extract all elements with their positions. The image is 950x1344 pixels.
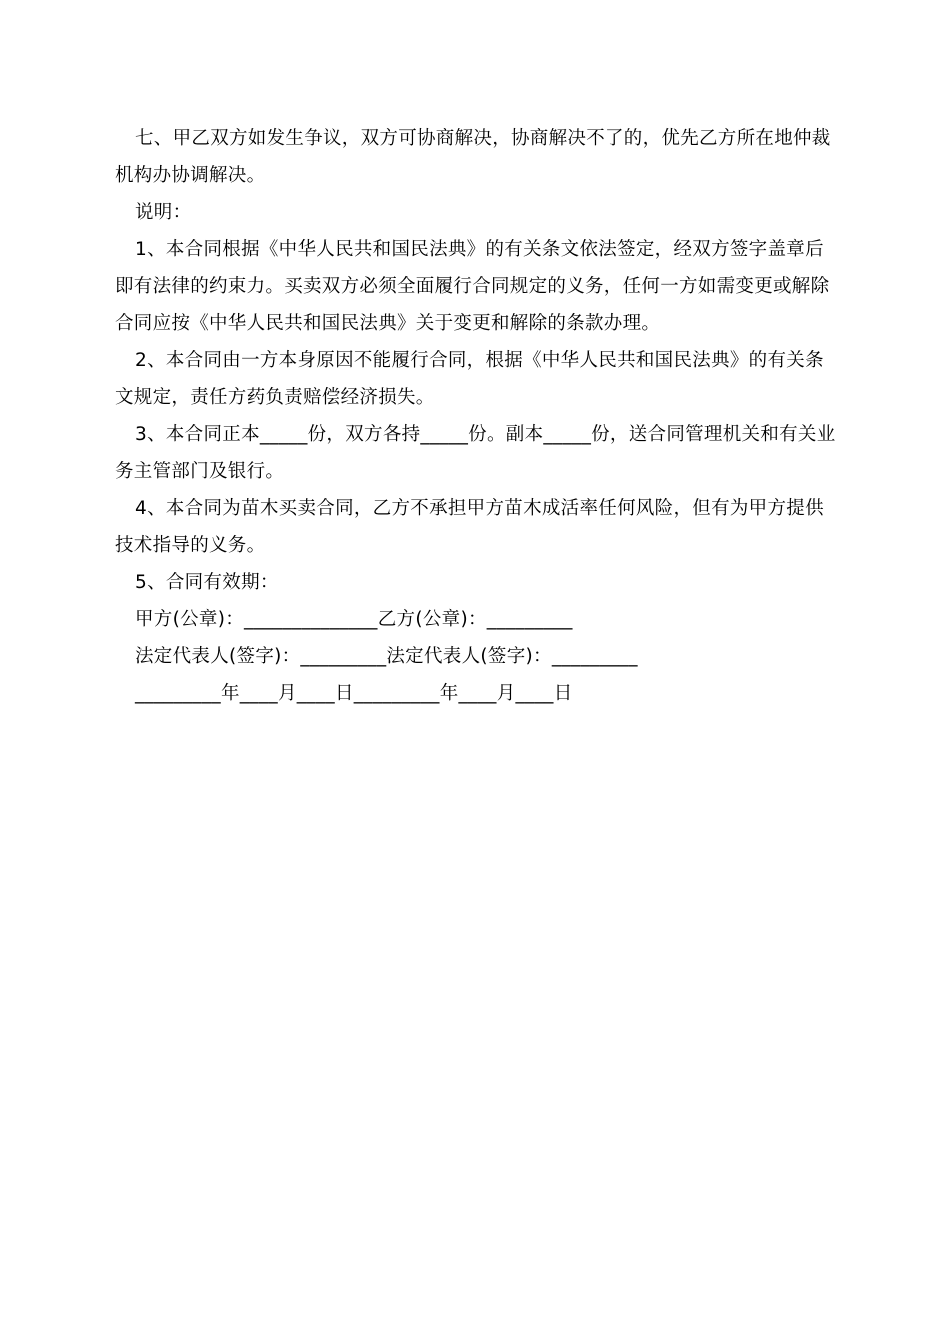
note-item-4: 4、本合同为苗木买卖合同，乙方不承担甲方苗木成活率任何风险，但有为甲方提供技术指导的义务。 <box>115 498 824 556</box>
representative-line: 法定代表人(签字)：_________法定代表人(签字)：_________ <box>135 646 638 667</box>
notes-heading: 说明： <box>135 202 192 223</box>
note-item-1: 1、本合同根据《中华人民共和国民法典》的有关条文依法签定，经双方签字盖章后即有法律的约束力。买卖双方必须全面履行合同规定的义务，任何一方如需变更或解除合同应按《中华人民共和国民法典》关于变更和解除的条款办理。 <box>115 239 830 334</box>
note-item-3: 3、本合同正本_____份，双方各持_____份。副本_____份，送合同管理机关和有关业务主管部门及银行。 <box>115 424 836 482</box>
note-item-5: 5、合同有效期： <box>135 572 279 593</box>
seal-line: 甲方(公章)：______________乙方(公章)：_________ <box>135 609 573 630</box>
date-line: _________年____月____日_________年____月____日 <box>135 683 573 704</box>
clause-seven: 七、甲乙双方如发生争议，双方可协商解决，协商解决不了的，优先乙方所在地仲裁机构办协调解决。 <box>115 128 831 186</box>
document-body <box>115 120 837 712</box>
note-item-2: 2、本合同由一方本身原因不能履行合同，根据《中华人民共和国民法典》的有关条文规定，责任方药负责赔偿经济损失。 <box>115 350 824 408</box>
